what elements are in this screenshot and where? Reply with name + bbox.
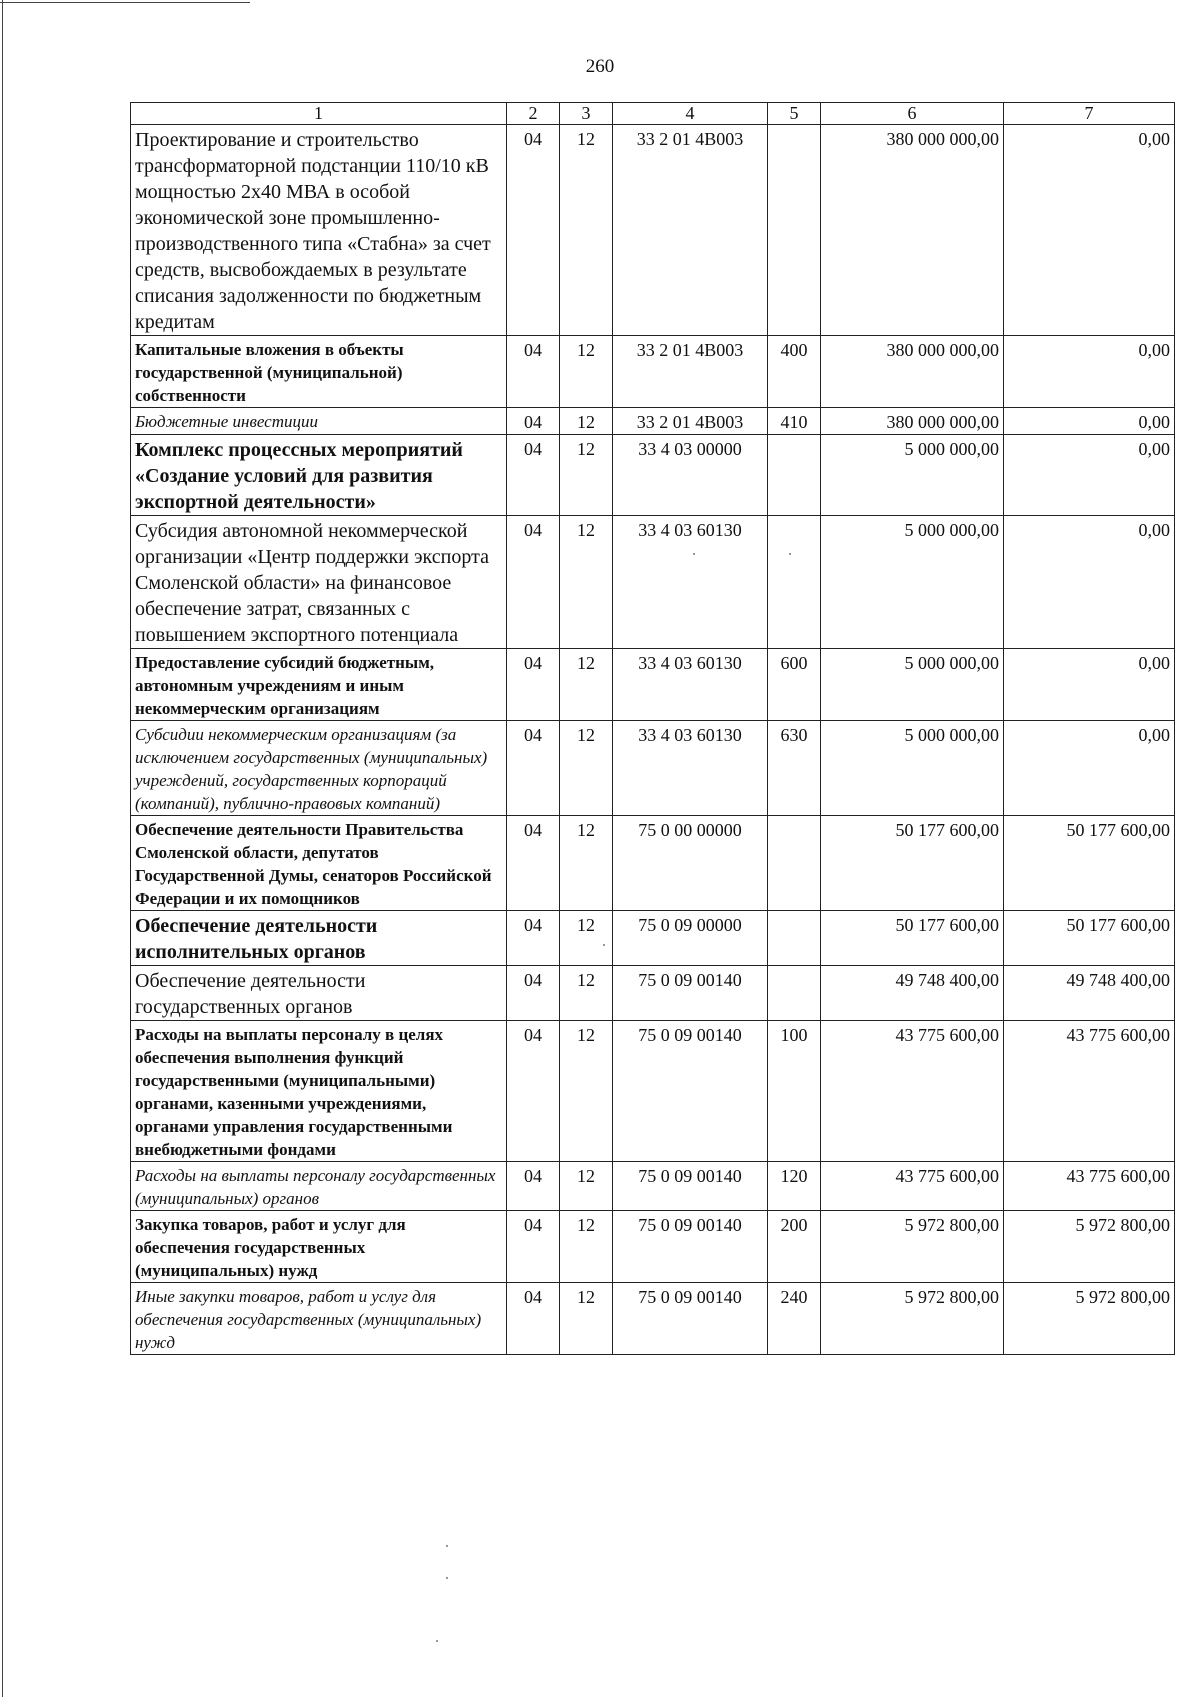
section-code-cell: 04 — [507, 1021, 560, 1162]
subsection-code-cell: 12 — [560, 408, 613, 435]
amount-col7-cell: 0,00 — [1004, 408, 1175, 435]
target-code-cell: 33 4 03 60130 — [613, 516, 768, 649]
expense-type-cell — [768, 435, 821, 516]
subsection-code-cell: 12 — [560, 1211, 613, 1283]
amount-col6-cell: 380 000 000,00 — [821, 125, 1004, 336]
table-row — [131, 1162, 1175, 1211]
target-code-cell: 75 0 00 00000 — [613, 816, 768, 911]
subsection-code-cell: 12 — [560, 1283, 613, 1355]
expense-type-cell — [768, 125, 821, 336]
table-row — [131, 816, 1175, 911]
row-name-cell: Обеспечение деятельности Правительства Смоленской области, депутатов Государственной Думы, сенаторов Российской Федерации и их помощников — [131, 816, 507, 911]
section-code-cell: 04 — [507, 1283, 560, 1355]
subsection-code-cell: 12 — [560, 516, 613, 649]
table-row — [131, 435, 1175, 516]
scan-edge-top — [0, 2, 250, 3]
amount-col6-cell: 5 000 000,00 — [821, 435, 1004, 516]
column-header: 4 — [613, 103, 768, 125]
section-code-cell: 04 — [507, 911, 560, 966]
target-code-cell: 75 0 09 00140 — [613, 1283, 768, 1355]
scan-speck — [693, 553, 695, 555]
subsection-code-cell: 12 — [560, 911, 613, 966]
scan-edge-left — [2, 0, 3, 1697]
table-row — [131, 966, 1175, 1021]
amount-col7-cell: 50 177 600,00 — [1004, 816, 1175, 911]
expense-type-cell: 100 — [768, 1021, 821, 1162]
budget-table-body — [131, 103, 1175, 1355]
target-code-cell: 33 4 03 00000 — [613, 435, 768, 516]
amount-col7-cell: 5 972 800,00 — [1004, 1283, 1175, 1355]
table-row — [131, 125, 1175, 336]
column-header: 1 — [131, 103, 507, 125]
scan-speck — [603, 944, 605, 946]
subsection-code-cell: 12 — [560, 1021, 613, 1162]
subsection-code-cell: 12 — [560, 435, 613, 516]
column-header: 7 — [1004, 103, 1175, 125]
amount-col7-cell: 0,00 — [1004, 125, 1175, 336]
expense-type-cell: 120 — [768, 1162, 821, 1211]
target-code-cell: 75 0 09 00140 — [613, 966, 768, 1021]
expense-type-cell: 400 — [768, 336, 821, 408]
amount-col7-cell: 49 748 400,00 — [1004, 966, 1175, 1021]
amount-col6-cell: 50 177 600,00 — [821, 911, 1004, 966]
subsection-code-cell: 12 — [560, 1162, 613, 1211]
amount-col7-cell: 0,00 — [1004, 721, 1175, 816]
section-code-cell: 04 — [507, 966, 560, 1021]
amount-col6-cell: 380 000 000,00 — [821, 336, 1004, 408]
amount-col7-cell: 0,00 — [1004, 516, 1175, 649]
table-row — [131, 408, 1175, 435]
row-name-cell: Расходы на выплаты персоналу в целях обеспечения выполнения функций государственными (муниципальными) органами, казенными учреждениями, органами управления государственными внебюджетными фондами — [131, 1021, 507, 1162]
table-row — [131, 336, 1175, 408]
amount-col6-cell: 5 000 000,00 — [821, 649, 1004, 721]
column-header: 6 — [821, 103, 1004, 125]
expense-type-cell: 240 — [768, 1283, 821, 1355]
expense-type-cell — [768, 966, 821, 1021]
target-code-cell: 75 0 09 00140 — [613, 1211, 768, 1283]
section-code-cell: 04 — [507, 649, 560, 721]
target-code-cell: 33 4 03 60130 — [613, 649, 768, 721]
target-code-cell: 33 2 01 4В003 — [613, 125, 768, 336]
subsection-code-cell: 12 — [560, 816, 613, 911]
amount-col7-cell: 50 177 600,00 — [1004, 911, 1175, 966]
row-name-cell: Капитальные вложения в объекты государственной (муниципальной) собственности — [131, 336, 507, 408]
table-row — [131, 1211, 1175, 1283]
expense-type-cell — [768, 816, 821, 911]
target-code-cell: 33 4 03 60130 — [613, 721, 768, 816]
row-name-cell: Предоставление субсидий бюджетным, автономным учреждениям и иным некоммерческим организациям — [131, 649, 507, 721]
section-code-cell: 04 — [507, 408, 560, 435]
expense-type-cell: 600 — [768, 649, 821, 721]
expense-type-cell: 410 — [768, 408, 821, 435]
table-row — [131, 1021, 1175, 1162]
row-name-cell: Субсидия автономной некоммерческой организации «Центр поддержки экспорта Смоленской области» на финансовое обеспечение затрат, связанных с повышением экспортного потенциала — [131, 516, 507, 649]
amount-col7-cell: 0,00 — [1004, 336, 1175, 408]
expense-type-cell — [768, 516, 821, 649]
amount-col7-cell: 43 775 600,00 — [1004, 1021, 1175, 1162]
scan-speck — [436, 1640, 438, 1642]
target-code-cell: 75 0 09 00140 — [613, 1021, 768, 1162]
subsection-code-cell: 12 — [560, 966, 613, 1021]
table-row — [131, 649, 1175, 721]
column-header: 5 — [768, 103, 821, 125]
subsection-code-cell: 12 — [560, 125, 613, 336]
amount-col6-cell: 5 000 000,00 — [821, 516, 1004, 649]
scan-speck — [446, 1545, 448, 1547]
table-row — [131, 911, 1175, 966]
amount-col7-cell: 0,00 — [1004, 435, 1175, 516]
budget-table — [130, 102, 1175, 1355]
amount-col7-cell: 0,00 — [1004, 649, 1175, 721]
row-name-cell: Субсидии некоммерческим организациям (за исключением государственных (муниципальных) учреждений, государственных корпораций (компаний), публично-правовых компаний) — [131, 721, 507, 816]
amount-col6-cell: 5 000 000,00 — [821, 721, 1004, 816]
row-name-cell: Комплекс процессных мероприятий «Создание условий для развития экспортной деятельности» — [131, 435, 507, 516]
column-number-row — [131, 103, 1175, 125]
table-row — [131, 721, 1175, 816]
amount-col6-cell: 380 000 000,00 — [821, 408, 1004, 435]
expense-type-cell — [768, 911, 821, 966]
row-name-cell: Обеспечение деятельности государственных органов — [131, 966, 507, 1021]
section-code-cell: 04 — [507, 816, 560, 911]
section-code-cell: 04 — [507, 1211, 560, 1283]
section-code-cell: 04 — [507, 125, 560, 336]
section-code-cell: 04 — [507, 516, 560, 649]
amount-col6-cell: 49 748 400,00 — [821, 966, 1004, 1021]
column-header: 3 — [560, 103, 613, 125]
target-code-cell: 33 2 01 4В003 — [613, 336, 768, 408]
scan-speck — [446, 1577, 448, 1579]
amount-col7-cell: 5 972 800,00 — [1004, 1211, 1175, 1283]
amount-col6-cell: 5 972 800,00 — [821, 1211, 1004, 1283]
row-name-cell: Обеспечение деятельности исполнительных органов — [131, 911, 507, 966]
row-name-cell: Иные закупки товаров, работ и услуг для обеспечения государственных (муниципальных) нужд — [131, 1283, 507, 1355]
amount-col6-cell: 5 972 800,00 — [821, 1283, 1004, 1355]
subsection-code-cell: 12 — [560, 649, 613, 721]
amount-col6-cell: 50 177 600,00 — [821, 816, 1004, 911]
amount-col6-cell: 43 775 600,00 — [821, 1021, 1004, 1162]
subsection-code-cell: 12 — [560, 721, 613, 816]
row-name-cell: Расходы на выплаты персоналу государственных (муниципальных) органов — [131, 1162, 507, 1211]
page-number: 260 — [585, 56, 615, 77]
table-row — [131, 516, 1175, 649]
expense-type-cell: 630 — [768, 721, 821, 816]
amount-col6-cell: 43 775 600,00 — [821, 1162, 1004, 1211]
section-code-cell: 04 — [507, 1162, 560, 1211]
target-code-cell: 75 0 09 00000 — [613, 911, 768, 966]
amount-col7-cell: 43 775 600,00 — [1004, 1162, 1175, 1211]
section-code-cell: 04 — [507, 721, 560, 816]
column-header: 2 — [507, 103, 560, 125]
target-code-cell: 75 0 09 00140 — [613, 1162, 768, 1211]
row-name-cell: Закупка товаров, работ и услуг для обеспечения государственных (муниципальных) нужд — [131, 1211, 507, 1283]
section-code-cell: 04 — [507, 435, 560, 516]
subsection-code-cell: 12 — [560, 336, 613, 408]
row-name-cell: Бюджетные инвестиции — [131, 408, 507, 435]
expense-type-cell: 200 — [768, 1211, 821, 1283]
section-code-cell: 04 — [507, 336, 560, 408]
target-code-cell: 33 2 01 4В003 — [613, 408, 768, 435]
row-name-cell: Проектирование и строительство трансформаторной подстанции 110/10 кВ мощностью 2х40 МВА в особой экономической зоне промышленно-производственного типа «Стабна» за счет средств, высвобождаемых в результате списания задолженности по бюджетным кредитам — [131, 125, 507, 336]
table-row — [131, 1283, 1175, 1355]
scan-speck — [789, 553, 791, 555]
